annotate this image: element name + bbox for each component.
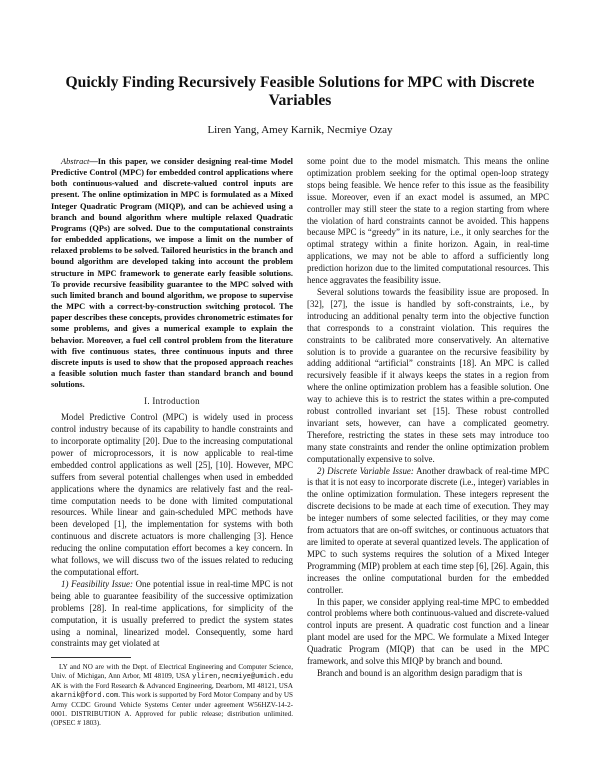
abstract	[51, 156, 293, 390]
abstract-label: Abstract	[61, 157, 90, 166]
right-column	[307, 156, 549, 680]
right-paragraph-2: Several solutions towards the feasibility issue are proposed. In [32], [27], the issue is handled by soft-constraints, i.e., by introducing an additional penalty term into the objective function that corresponds to a constraint violation. This requires the constraints to be calibrated more conservatively. An alternative solution is to provide a guarantee on the recursive feasibility by adding additional “artificial” constraints [18]. An MPC is called recursively feasible if it always keeps the states in a region from where the online optimization problem has a feasible solution. One way to achieve this is to restrict the states within a pre-computed robust controlled invariant set [15]. These robust controlled invariant sets, however, can have a complicated geometry. Therefore, restricting the states in these sets may introduce too many state constraints and render the online optimization problem computationally expensive to solve.	[307, 286, 549, 464]
footnote-funding: . This work is supported by Ford Motor Company and by US Army CCDC Ground Vehicle Systems Center under agreement W56HZV-14-2-0001. DISTRIBUTION A. Approved for public release; distribution unlimited. (OPSEC # 1803).	[51, 691, 293, 728]
author-list: Liren Yang, Amey Karnik, Necmiye Ozay	[207, 124, 393, 136]
paper-title: Quickly Finding Recursively Feasible Solutions for MPC with Discrete Variables	[65, 74, 535, 109]
subsection-label-feasibility: 1) Feasibility Issue:	[61, 578, 133, 589]
footnote-divider	[51, 657, 131, 658]
left-column	[51, 156, 293, 728]
right-paragraph-4: Branch and bound is an algorithm design paradigm that is	[317, 667, 523, 678]
abstract-text: —In this paper, we consider designing real-time Model Predictive Control (MPC) for embedded control applications where both continuous-valued and discrete-valued control inputs are present. The online optimization in MPC is formulated as a Mixed Integer Quadratic Program (MIQP), and can be achieved using a branch and bound algorithm where multiple relaxed Quadratic Programs (QPs) are solved. Due to the computational constraints for embedded applications, we impose a limit on the number of relaxed problems to be solved. Tailored heuristics in the branch and bound algorithm are developed taking into account the problem structure in MPC framework to generate early feasible solutions. To provide recursive feasibility guarantee to the MPC solved with such limited branch and bound algorithm, we propose to supervise the MPC with a correct-by-construction switching protocol. The paper describes these concepts, provides chronometric estimates for some problems, and gives a numerical example to explain the behavior. Moreover, a fuel cell control problem from the literature with five continuous states, three continuous inputs and three discrete inputs is used to show that the proposed approach reaches a feasible solution much faster than standard branch and bound solutions.	[51, 157, 293, 390]
footnote-email-2: akarnik@ford.com	[51, 692, 119, 701]
discrete-variable-paragraph	[307, 466, 549, 597]
footnote-email-1: yliren,necmiye@umich.edu	[192, 673, 293, 682]
discrete-variable-text: Another drawback of real-time MPC is that it is not easy to incorporate discrete (i.e., integer) variables in the online optimization formulation. These integers represent the discrete decisions to be made at each time of execution. They may be integer numbers of some selected facilities, or they may come from actuators that are on-off switches, or continuous actuators that are limited to operate at several quantized levels. The application of MPC to such systems requires the solution of a Mixed Integer Programming (MIP) problem at each time step [6], [26]. Again, this increases the online computational burden for the embedded controller.	[307, 465, 549, 595]
feasibility-issue-paragraph	[51, 579, 293, 650]
author-footnote	[51, 663, 293, 728]
feasibility-issue-text: One potential issue in real-time MPC is not being able to guarantee feasibility of the successive optimization problems [28]. In real-time applications, for simplicity of the computation, it is usually preferred to predict the system states using a nominal, linearized model. Consequently, some hard constraints may get violated at	[51, 578, 294, 649]
footnote-affiliation-2: AK is with the Ford Research & Advanced Engineering, Dearborn, MI 48121, USA	[51, 682, 293, 691]
right-paragraph-3: In this paper, we consider applying real-time MPC to embedded control problems where both continuous-valued and discrete-valued control inputs are present. A quadratic cost function and a linear plant model are used for the MPC. We formulate a Mixed Integer Quadratic Program (MIQP) that can be used in the MPC framework, and solve this MIQP by branch and bound.	[307, 596, 549, 667]
footnote-affiliation-1: LY and NO are with the Dept. of Electrical Engineering and Computer Science, Univ. of Michigan, Ann Arbor, MI 48109, USA	[51, 663, 293, 681]
subsection-label-discrete: 2) Discrete Variable Issue:	[317, 465, 414, 476]
intro-paragraph-1: Model Predictive Control (MPC) is widely used in process control industry because of its capability to handle constraints and to incorporate optimality [20]. Due to the increasing computational power of microprocessors, it is now applicable to real-time embedded control applications as well [25], [10]. However, MPC suffers from several potential challenges when used in embedded applications where the dynamics are relatively fast and the real-time computation needs to be done with limited computational resources. While linear and gain-scheduled MPC methods have been developed [1], the implementation for systems with both continuous and discrete actuators is more challenging [3]. Hence reducing the online computation effort becomes a key concern. In what follows, we will discuss two of the issues related to reducing the computational effort.	[51, 412, 293, 577]
section-heading-introduction: I. Introduction	[144, 396, 200, 407]
right-paragraph-1: some point due to the model mismatch. This means the online optimization problem seeking for the optimal open-loop strategy stops being feasible. We hence refer to this issue as the feasibility issue. Moreover, even if an exact model is assumed, an MPC controller may still steer the state to a region starting from where the violation of hard constraints cannot be avoided. This happens because MPC is “greedy” in its nature, i.e., it only searches for the optimal strategy within a finite horizon. Again, in real-time applications, we may not be able to afford a sufficiently long prediction horizon due to the limited computational resources. This hence aggravates the feasibility issue.	[307, 156, 549, 286]
